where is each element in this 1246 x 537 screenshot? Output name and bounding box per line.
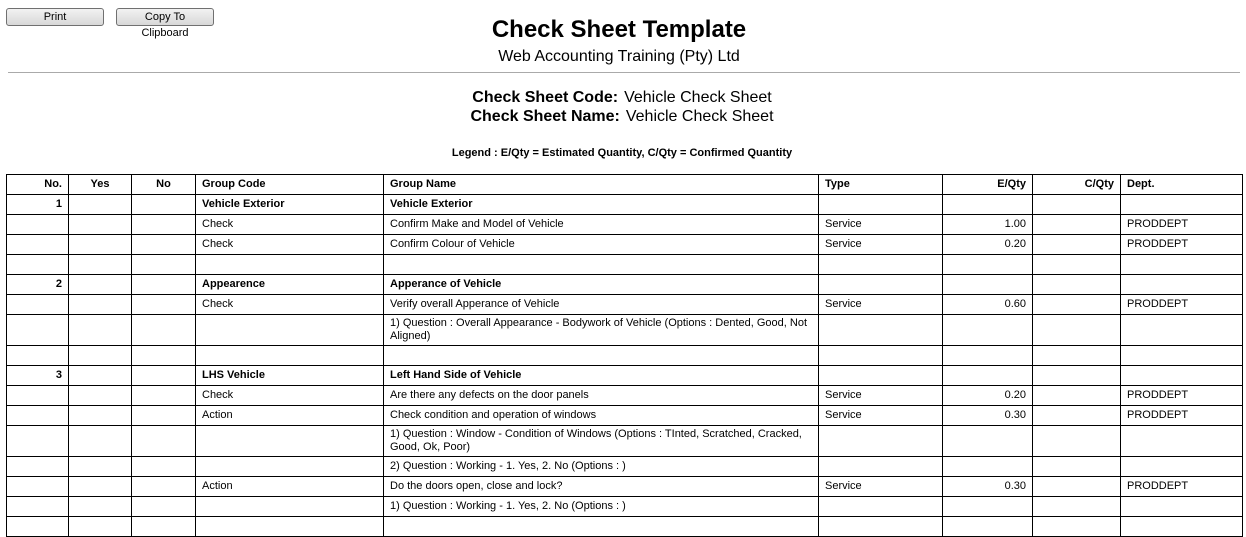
- confirmed-qty: [1033, 255, 1121, 275]
- col-no: No.: [7, 175, 69, 195]
- dept: [1121, 366, 1243, 386]
- check-sheet-table: [6, 174, 1243, 537]
- row-number: 1: [7, 195, 69, 215]
- group-code: LHS Vehicle: [196, 366, 384, 386]
- no-cell[interactable]: [132, 426, 196, 457]
- group-code: Appearence: [196, 275, 384, 295]
- table-row: [7, 255, 1243, 275]
- confirmed-qty: [1033, 235, 1121, 255]
- estimated-qty: 0.30: [943, 406, 1033, 426]
- yes-cell[interactable]: [69, 426, 132, 457]
- group-code: [196, 255, 384, 275]
- dept: PRODDEPT: [1121, 386, 1243, 406]
- estimated-qty: [943, 457, 1033, 477]
- group-code: Action: [196, 406, 384, 426]
- group-name: 1) Question : Working - 1. Yes, 2. No (Options : ): [384, 497, 819, 517]
- type: Service: [819, 295, 943, 315]
- table-row: [7, 366, 1243, 386]
- confirmed-qty: [1033, 195, 1121, 215]
- check-sheet-name: [0, 108, 1244, 126]
- row-number: [7, 315, 69, 346]
- estimated-qty: [943, 195, 1033, 215]
- name-value: Vehicle Check Sheet: [625, 108, 774, 125]
- confirmed-qty: [1033, 406, 1121, 426]
- row-number: 3: [7, 366, 69, 386]
- estimated-qty: [943, 517, 1033, 537]
- yes-cell[interactable]: [69, 406, 132, 426]
- row-number: [7, 346, 69, 366]
- confirmed-qty: [1033, 295, 1121, 315]
- group-name: Apperance of Vehicle: [384, 275, 819, 295]
- type: [819, 457, 943, 477]
- no-cell[interactable]: [132, 406, 196, 426]
- table-row: [7, 235, 1243, 255]
- estimated-qty: [943, 275, 1033, 295]
- no-cell[interactable]: [132, 457, 196, 477]
- confirmed-qty: [1033, 275, 1121, 295]
- company-name: Web Accounting Training (Pty) Ltd: [498, 48, 740, 65]
- yes-cell[interactable]: [69, 477, 132, 497]
- table-header: [7, 175, 1243, 195]
- legend: Legend : E/Qty = Estimated Quantity, C/Qty = Confirmed Quantity: [451, 147, 793, 159]
- group-code: Check: [196, 386, 384, 406]
- group-name: 2) Question : Working - 1. Yes, 2. No (Options : ): [384, 457, 819, 477]
- no-cell[interactable]: [132, 195, 196, 215]
- confirmed-qty: [1033, 517, 1121, 537]
- group-code: Vehicle Exterior: [196, 195, 384, 215]
- confirmed-qty: [1033, 457, 1121, 477]
- group-name: [384, 346, 819, 366]
- table-row: [7, 215, 1243, 235]
- row-number: 2: [7, 275, 69, 295]
- group-code: [196, 517, 384, 537]
- table-row: [7, 315, 1243, 346]
- table-row: [7, 517, 1243, 537]
- group-name: Confirm Make and Model of Vehicle: [384, 215, 819, 235]
- table-row: [7, 426, 1243, 457]
- group-code: Check: [196, 215, 384, 235]
- group-code: [196, 426, 384, 457]
- page-title: Check Sheet Template: [491, 16, 747, 43]
- type: [819, 255, 943, 275]
- col-no-answer: No: [132, 175, 196, 195]
- col-cqty: C/Qty: [1033, 175, 1121, 195]
- no-cell[interactable]: [132, 215, 196, 235]
- table-row: [7, 295, 1243, 315]
- dept: PRODDEPT: [1121, 477, 1243, 497]
- yes-cell[interactable]: [69, 366, 132, 386]
- no-cell[interactable]: [132, 315, 196, 346]
- col-type: Type: [819, 175, 943, 195]
- row-number: [7, 517, 69, 537]
- group-name: 1) Question : Window - Condition of Windows (Options : TInted, Scratched, Cracked, Good, Ok, Poor): [384, 426, 819, 457]
- no-cell[interactable]: [132, 235, 196, 255]
- group-name: [384, 517, 819, 537]
- estimated-qty: [943, 426, 1033, 457]
- table-row: [7, 195, 1243, 215]
- yes-cell[interactable]: [69, 517, 132, 537]
- col-eqty: E/Qty: [943, 175, 1033, 195]
- confirmed-qty: [1033, 477, 1121, 497]
- type: Service: [819, 386, 943, 406]
- confirmed-qty: [1033, 346, 1121, 366]
- col-dept: Dept.: [1121, 175, 1243, 195]
- estimated-qty: [943, 366, 1033, 386]
- group-name: Verify overall Apperance of Vehicle: [384, 295, 819, 315]
- row-number: [7, 426, 69, 457]
- group-name: Confirm Colour of Vehicle: [384, 235, 819, 255]
- yes-cell[interactable]: [69, 235, 132, 255]
- no-cell[interactable]: [132, 386, 196, 406]
- row-number: [7, 255, 69, 275]
- dept: [1121, 255, 1243, 275]
- divider: [8, 72, 1240, 73]
- estimated-qty: 0.20: [943, 235, 1033, 255]
- group-name: [384, 255, 819, 275]
- row-number: [7, 295, 69, 315]
- dept: [1121, 346, 1243, 366]
- no-cell[interactable]: [132, 275, 196, 295]
- table-row: [7, 346, 1243, 366]
- type: Service: [819, 406, 943, 426]
- estimated-qty: 0.30: [943, 477, 1033, 497]
- yes-cell[interactable]: [69, 346, 132, 366]
- no-cell[interactable]: [132, 255, 196, 275]
- type: [819, 426, 943, 457]
- table-row: [7, 275, 1243, 295]
- type: [819, 366, 943, 386]
- estimated-qty: [943, 315, 1033, 346]
- type: [819, 517, 943, 537]
- group-code: Check: [196, 235, 384, 255]
- row-number: [7, 386, 69, 406]
- yes-cell[interactable]: [69, 457, 132, 477]
- no-cell[interactable]: [132, 366, 196, 386]
- dept: [1121, 275, 1243, 295]
- table-row: [7, 386, 1243, 406]
- type: [819, 275, 943, 295]
- no-cell[interactable]: [132, 477, 196, 497]
- yes-cell[interactable]: [69, 315, 132, 346]
- confirmed-qty: [1033, 366, 1121, 386]
- group-code: [196, 457, 384, 477]
- estimated-qty: 0.60: [943, 295, 1033, 315]
- row-number: [7, 477, 69, 497]
- dept: [1121, 517, 1243, 537]
- estimated-qty: 1.00: [943, 215, 1033, 235]
- row-number: [7, 406, 69, 426]
- type: Service: [819, 235, 943, 255]
- type: [819, 346, 943, 366]
- yes-cell[interactable]: [69, 215, 132, 235]
- estimated-qty: [943, 346, 1033, 366]
- table-row: [7, 406, 1243, 426]
- group-code: Action: [196, 477, 384, 497]
- col-yes: Yes: [69, 175, 132, 195]
- type: [819, 315, 943, 346]
- col-group-code: Group Code: [196, 175, 384, 195]
- dept: PRODDEPT: [1121, 295, 1243, 315]
- name-label: Check Sheet Name:: [470, 108, 620, 125]
- group-name: Check condition and operation of windows: [384, 406, 819, 426]
- yes-cell[interactable]: [69, 195, 132, 215]
- dept: PRODDEPT: [1121, 235, 1243, 255]
- confirmed-qty: [1033, 386, 1121, 406]
- dept: [1121, 426, 1243, 457]
- dept: [1121, 195, 1243, 215]
- col-group-name: Group Name: [384, 175, 819, 195]
- check-sheet-code: [0, 89, 1244, 107]
- no-cell[interactable]: [132, 295, 196, 315]
- table-row: [7, 477, 1243, 497]
- group-name: Do the doors open, close and lock?: [384, 477, 819, 497]
- group-name: 1) Question : Overall Appearance - Bodywork of Vehicle (Options : Dented, Good, Not Aligned): [384, 315, 819, 346]
- code-value: Vehicle Check Sheet: [624, 89, 772, 106]
- no-cell[interactable]: [132, 346, 196, 366]
- type: Service: [819, 477, 943, 497]
- group-code: [196, 315, 384, 346]
- yes-cell[interactable]: [69, 386, 132, 406]
- estimated-qty: [943, 255, 1033, 275]
- yes-cell[interactable]: [69, 295, 132, 315]
- print-button[interactable]: Print: [6, 8, 104, 26]
- row-number: [7, 235, 69, 255]
- confirmed-qty: [1033, 215, 1121, 235]
- no-cell[interactable]: [132, 517, 196, 537]
- code-label: Check Sheet Code:: [472, 89, 619, 106]
- row-number: [7, 457, 69, 477]
- dept: [1121, 457, 1243, 477]
- yes-cell[interactable]: [69, 275, 132, 295]
- type: Service: [819, 215, 943, 235]
- copy-to-clipboard-button[interactable]: Copy To Clipboard: [116, 8, 214, 26]
- group-code: [196, 346, 384, 366]
- row-number: [7, 215, 69, 235]
- group-name: Are there any defects on the door panels: [384, 386, 819, 406]
- confirmed-qty: [1033, 315, 1121, 346]
- dept: PRODDEPT: [1121, 406, 1243, 426]
- group-code: Check: [196, 295, 384, 315]
- estimated-qty: 0.20: [943, 386, 1033, 406]
- table-row: [7, 457, 1243, 477]
- yes-cell[interactable]: [69, 255, 132, 275]
- confirmed-qty: [1033, 426, 1121, 457]
- dept: PRODDEPT: [1121, 215, 1243, 235]
- type: [819, 195, 943, 215]
- dept: [1121, 315, 1243, 346]
- group-name: Left Hand Side of Vehicle: [384, 366, 819, 386]
- group-name: Vehicle Exterior: [384, 195, 819, 215]
